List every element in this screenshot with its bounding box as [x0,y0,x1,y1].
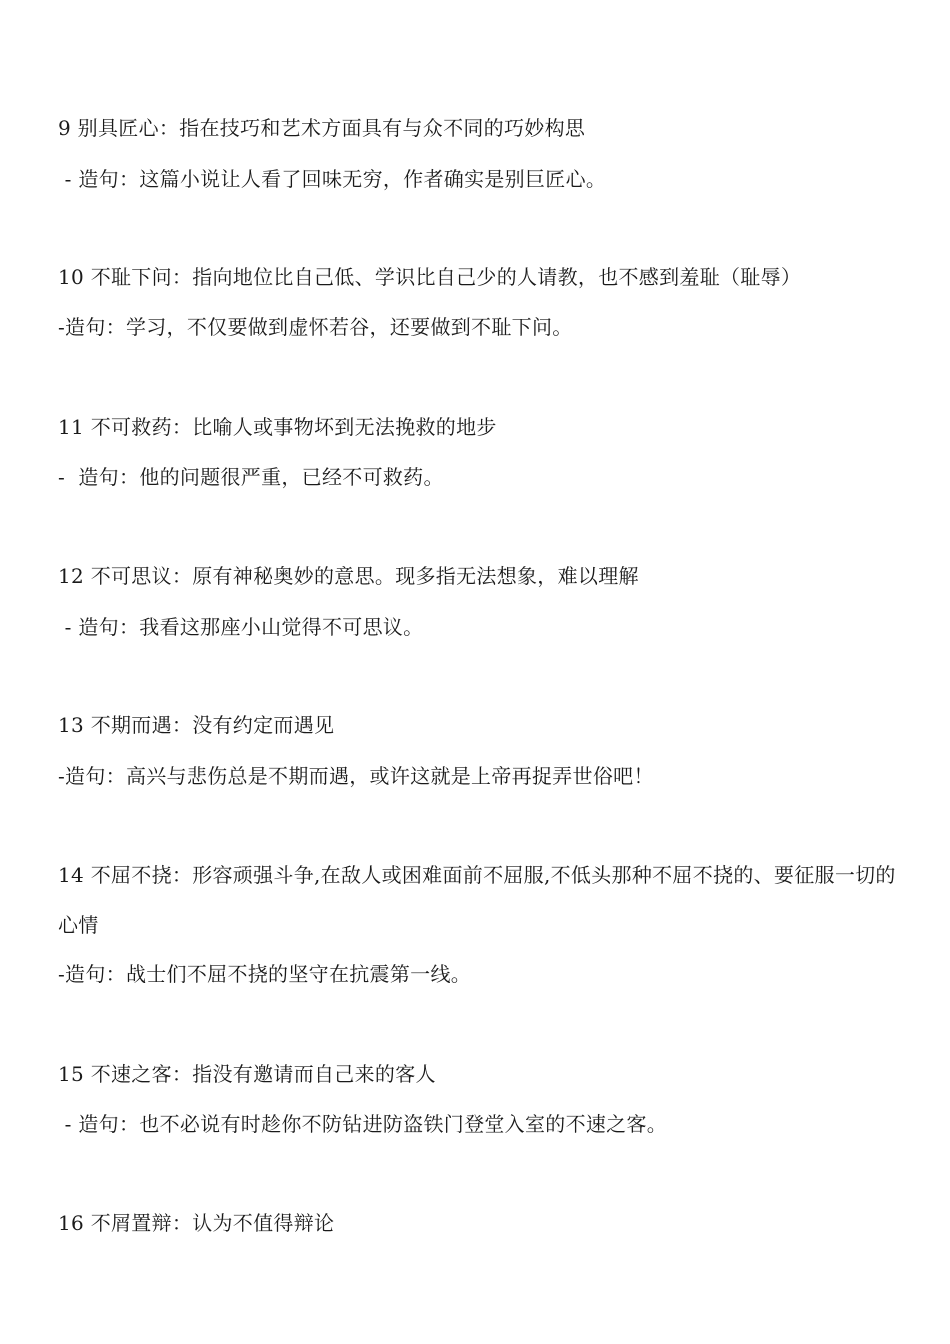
entry-term: 13 不期而遇：没有约定而遇见 [58,713,335,737]
entry-example: - 造句：也不必说有时趁你不防钻进防盗铁门登堂入室的不速之客。 [58,1112,668,1136]
entry-term: 15 不速之客：指没有邀请而自己来的客人 [58,1062,436,1086]
entry-term: 10 不耻下问：指向地位比自己低、学识比自己少的人请教，也不感到羞耻（耻辱） [58,265,802,289]
entry-example: -造句：学习，不仅要做到虚怀若谷，还要做到不耻下问。 [58,315,573,339]
entry-term: 9 别具匠心：指在技巧和艺术方面具有与众不同的巧妙构思 [58,116,586,140]
entry-term: 16 不屑置辩：认为不值得辩论 [58,1211,335,1235]
entry-term: 14 不屈不挠：形容顽强斗争,在敌人或困难面前不屈服,不低头那种不屈不挠的、要征服一切的心情 [58,863,896,937]
entry-example: -造句：战士们不屈不挠的坚守在抗震第一线。 [58,962,472,986]
entry-example: - 造句：我看这那座小山觉得不可思议。 [58,615,424,639]
entry-example: - 造句：这篇小说让人看了回味无穷，作者确实是别巨匠心。 [58,167,607,191]
entry-example: - 造句：他的问题很严重，已经不可救药。 [58,465,444,489]
entry-example: -造句：高兴与悲伤总是不期而遇，或许这就是上帝再捉弄世俗吧！ [58,764,654,788]
entry-term: 11 不可救药：比喻人或事物坏到无法挽救的地步 [58,415,497,439]
entry-term: 12 不可思议：原有神秘奥妙的意思。现多指无法想象，难以理解 [58,564,639,588]
